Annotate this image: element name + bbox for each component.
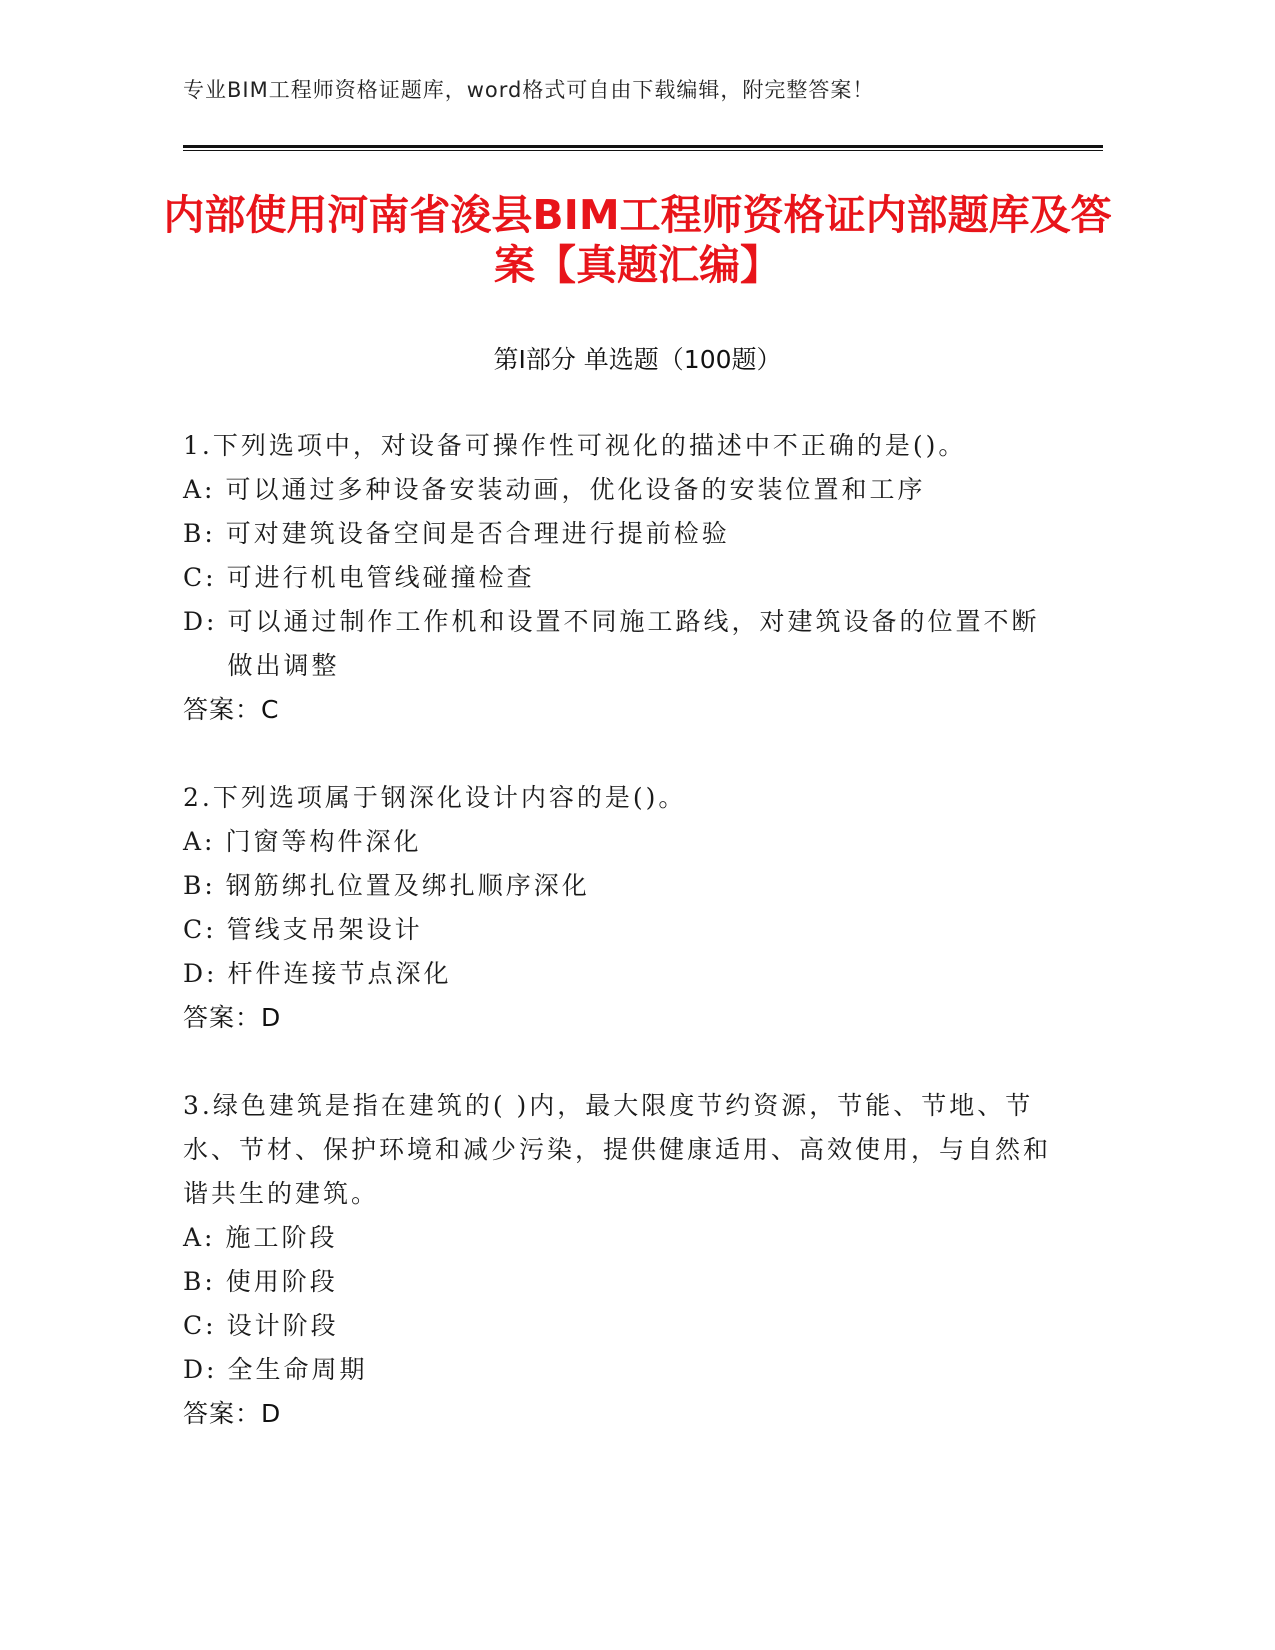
answer-value: C bbox=[261, 695, 280, 724]
option-text: 钢筋绑扎位置及绑扎顺序深化 bbox=[225, 871, 590, 900]
option-b bbox=[183, 512, 1063, 556]
option-letter: D: bbox=[183, 607, 218, 636]
question-stem: 2.下列选项属于钢深化设计内容的是()。 bbox=[183, 783, 687, 812]
option-letter: B: bbox=[183, 871, 216, 900]
option-letter: D: bbox=[183, 1355, 218, 1384]
option-c bbox=[183, 1304, 1063, 1348]
option-d bbox=[183, 600, 1063, 688]
option-letter: B: bbox=[183, 519, 216, 548]
option-letter: C: bbox=[183, 915, 217, 944]
answer-label: 答案： bbox=[183, 695, 262, 724]
option-c bbox=[183, 556, 1063, 600]
answer-label: 答案： bbox=[183, 1003, 262, 1032]
answer-value: D bbox=[261, 1003, 282, 1032]
question-list bbox=[183, 424, 1063, 1480]
option-text: 管线支吊架设计 bbox=[226, 915, 423, 944]
header-divider-thin bbox=[183, 150, 1103, 151]
section-heading: 第Ⅰ部分 单选题（100题） bbox=[493, 345, 782, 374]
option-letter: D: bbox=[183, 959, 218, 988]
question-stem: 1.下列选项中，对设备可操作性可视化的描述中不正确的是()。 bbox=[183, 431, 967, 460]
question-1 bbox=[183, 424, 1063, 732]
option-a bbox=[183, 468, 1063, 512]
question-stem: 3.绿色建筑是指在建筑的( )内，最大限度节约资源，节能、节地、节水、节材、保护环境和减少污染，提供健康适用、高效使用，与自然和谐共生的建筑。 bbox=[183, 1091, 1052, 1208]
option-text: 杆件连接节点深化 bbox=[227, 959, 452, 988]
option-a bbox=[183, 820, 1063, 864]
option-letter: A: bbox=[183, 1223, 216, 1252]
option-text: 使用阶段 bbox=[225, 1267, 338, 1296]
answer-value: D bbox=[261, 1399, 282, 1428]
option-text: 可对建筑设备空间是否合理进行提前检验 bbox=[225, 519, 730, 548]
option-c bbox=[183, 908, 1063, 952]
option-letter: A: bbox=[183, 827, 216, 856]
header-divider-thick bbox=[183, 145, 1103, 148]
answer-line bbox=[183, 688, 1063, 732]
question-3 bbox=[183, 1084, 1063, 1436]
option-text: 可进行机电管线碰撞检查 bbox=[226, 563, 535, 592]
option-d bbox=[183, 952, 1063, 996]
option-text: 施工阶段 bbox=[225, 1223, 338, 1252]
option-text: 可以通过多种设备安装动画，优化设备的安装位置和工序 bbox=[225, 475, 926, 504]
option-letter: A: bbox=[183, 475, 216, 504]
option-letter: B: bbox=[183, 1267, 216, 1296]
option-text: 全生命周期 bbox=[227, 1355, 368, 1384]
option-text: 门窗等构件深化 bbox=[225, 827, 422, 856]
answer-line bbox=[183, 996, 1063, 1040]
answer-line bbox=[183, 1392, 1063, 1436]
option-a bbox=[183, 1216, 1063, 1260]
header-note: 专业BIM工程师资格证题库，word格式可自由下载编辑，附完整答案！ bbox=[183, 78, 875, 102]
option-d bbox=[183, 1348, 1063, 1392]
option-letter: C: bbox=[183, 563, 217, 592]
option-b bbox=[183, 864, 1063, 908]
answer-label: 答案： bbox=[183, 1399, 262, 1428]
option-text: 可以通过制作工作机和设置不同施工路线，对建筑设备的位置不断做出调整 bbox=[227, 607, 1040, 680]
option-b bbox=[183, 1260, 1063, 1304]
option-text: 设计阶段 bbox=[226, 1311, 339, 1340]
option-letter: C: bbox=[183, 1311, 217, 1340]
question-2 bbox=[183, 776, 1063, 1040]
document-title: 内部使用河南省浚县BIM工程师资格证内部题库及答案【真题汇编】 bbox=[163, 191, 1112, 289]
